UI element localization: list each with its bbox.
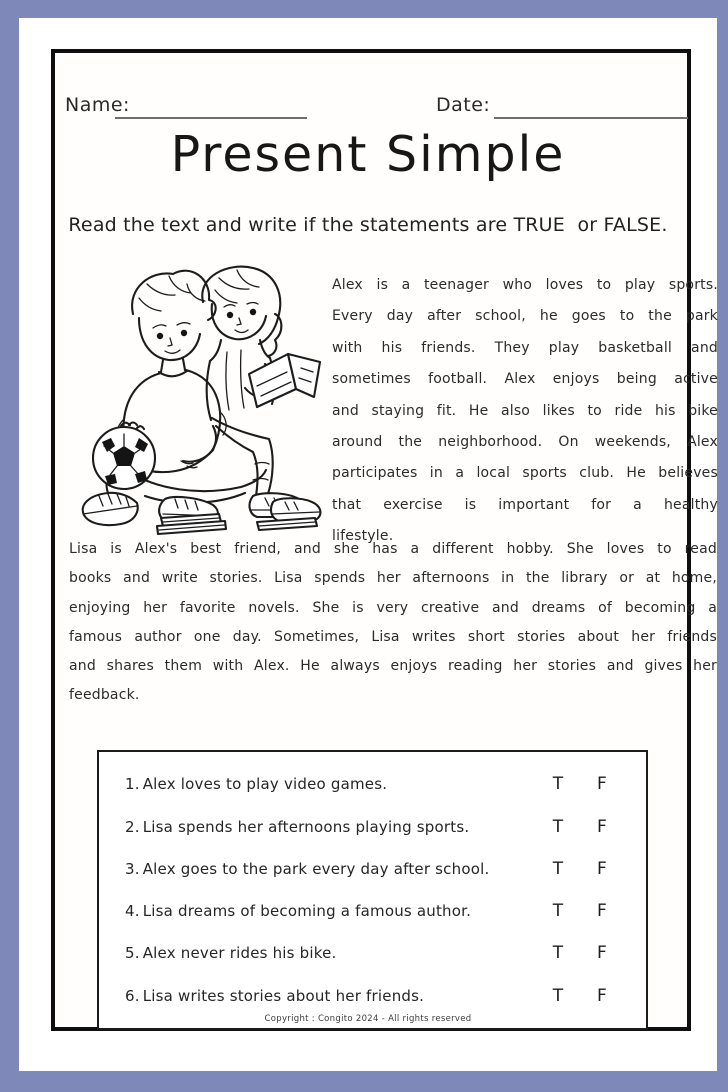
question-row [99, 943, 646, 963]
question-text: Alex goes to the park every day after school. [142, 859, 490, 878]
paragraph-line: Every day after school, he goes to the park [332, 308, 718, 325]
question-number: 2. [125, 817, 140, 836]
worksheet-page [19, 18, 717, 1071]
question-row [99, 859, 646, 879]
copyright-footer: Copyright : Congito 2024 - All rights reserved [264, 1014, 472, 1024]
name-input-line[interactable] [115, 117, 307, 119]
name-label: Name: [65, 94, 130, 116]
question-row [99, 817, 646, 837]
false-option[interactable]: F [597, 858, 607, 879]
true-option[interactable]: T [552, 901, 564, 922]
paragraph-line: around the neighborhood. On weekends, Alex [332, 433, 718, 450]
date-input-line[interactable] [494, 117, 688, 119]
paragraph-line: books and write stories. Lisa spends her afternoons in the library or at home, [69, 570, 717, 587]
false-option[interactable]: F [597, 985, 607, 1006]
true-false-questions-box [97, 750, 648, 1030]
paragraph-line: Alex is a teenager who loves to play sports. [332, 277, 718, 293]
reading-paragraph-alex [332, 270, 718, 553]
true-option[interactable]: T [552, 985, 564, 1006]
boy-figure [83, 271, 266, 525]
question-text: Lisa writes stories about her friends. [142, 986, 425, 1005]
question-text: Alex loves to play video games. [142, 775, 388, 794]
question-text: Alex never rides his bike. [142, 944, 337, 963]
question-row [99, 901, 646, 921]
reading-paragraph-lisa [69, 535, 717, 711]
paragraph-line: sometimes football. Alex enjoys being active [332, 371, 718, 388]
true-option[interactable]: T [552, 858, 564, 879]
question-number: 6. [125, 986, 140, 1005]
books-stack-right [257, 518, 317, 530]
date-label: Date: [436, 94, 491, 116]
page-title: Present Simple [170, 126, 566, 183]
paragraph-line: participates in a local sports club. He believes [332, 465, 718, 482]
question-number: 1. [125, 775, 140, 794]
question-text: Lisa spends her afternoons playing sports. [142, 817, 470, 836]
instruction-text: Read the text and write if the statements are TRUE or FALSE. [68, 214, 668, 236]
paragraph-line: that exercise is important for a healthy [332, 496, 718, 513]
open-book [249, 354, 320, 407]
paragraph-line: lifestyle. [332, 528, 394, 545]
paragraph-line: enjoying her favorite novels. She is very creative and dreams of becoming a [69, 599, 717, 616]
true-option[interactable]: T [552, 774, 564, 795]
girl-figure [202, 267, 320, 521]
paragraph-line: and shares them with Alex. He always enjoys reading her stories and gives her [69, 658, 717, 675]
true-option[interactable]: T [552, 943, 564, 964]
question-text: Lisa dreams of becoming a famous author. [142, 902, 472, 921]
paragraph-line: Lisa is Alex's best friend, and she has a different hobby. She loves to read [69, 541, 717, 557]
paragraph-line: feedback. [69, 687, 140, 704]
question-number: 4. [125, 902, 140, 921]
paragraph-line: and staying fit. He also likes to ride his bike [332, 402, 718, 419]
false-option[interactable]: F [597, 943, 607, 964]
paragraph-line: with his friends. They play basketball and [332, 339, 718, 356]
false-option[interactable]: F [597, 774, 607, 795]
question-row [99, 986, 646, 1006]
false-option[interactable]: F [597, 901, 607, 922]
question-row [99, 774, 646, 794]
false-option[interactable]: F [597, 816, 607, 837]
question-number: 5. [125, 944, 140, 963]
children-reading-soccer-illustration [69, 256, 323, 538]
true-option[interactable]: T [552, 816, 564, 837]
paragraph-line: famous author one day. Sometimes, Lisa writes short stories about her friends [69, 628, 717, 645]
soccer-ball [93, 423, 155, 490]
books-stack-center [157, 514, 226, 534]
question-number: 3. [125, 859, 140, 878]
